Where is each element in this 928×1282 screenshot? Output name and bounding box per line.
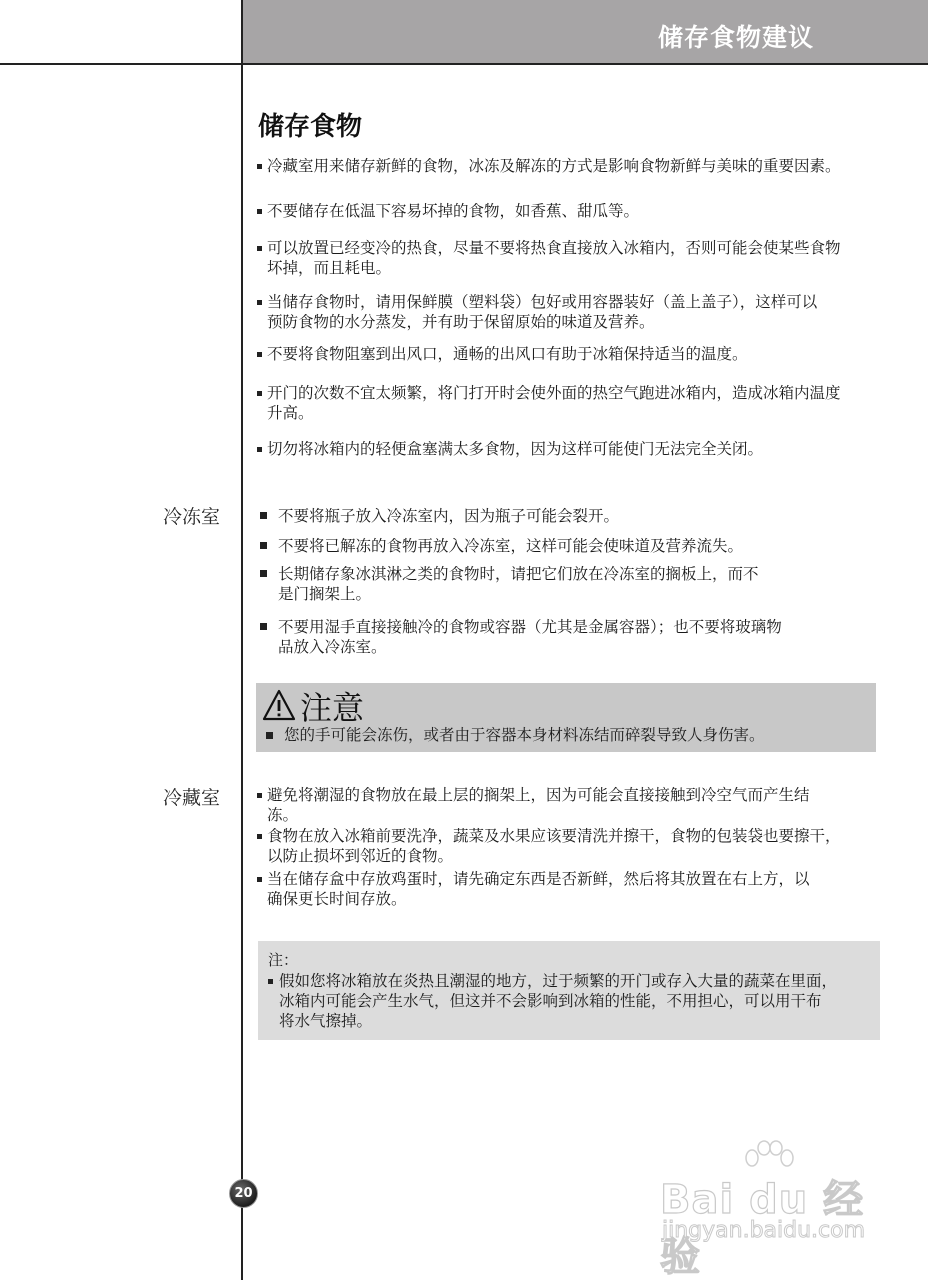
tip-item: 当储存食物时，请用保鲜膜（塑料袋）包好或用容器装好（盖上盖子），这样可以 预防食物的水分蒸发，并有助于保留原始的味道及营养。 — [256, 292, 907, 332]
tip-item: 冷藏室用来储存新鲜的食物，冰冻及解冻的方式是影响食物新鲜与美味的重要因素。 — [256, 156, 907, 176]
header-band — [242, 0, 928, 63]
section-title: 储存食物 — [258, 112, 363, 142]
warning-triangle-icon — [262, 689, 296, 721]
page-number: 20 — [229, 1179, 258, 1208]
tip-item: 不要将食物阻塞到出风口，通畅的出风口有助于冰箱保持适当的温度。 — [256, 344, 907, 364]
fridge-tip-item: 食物在放入冰箱前要洗净，蔬菜及水果应该要清洗并擦干，食物的包装袋也要擦干， 以防止损坏到邻近的食物。 — [256, 826, 907, 866]
baidu-watermark — [660, 1140, 880, 1280]
watermark-brand: Bai du 经验 — [660, 1177, 865, 1280]
freezer-tip-item: 不要将已解冻的食物再放入冷冻室，这样可能会使味道及营养流失。 — [258, 536, 898, 556]
margin-divider — [241, 0, 243, 1280]
tip-item: 不要储存在低温下容易坏掉的食物，如香蕉、甜瓜等。 — [256, 201, 907, 221]
tip-item: 可以放置已经变冷的热食，尽量不要将热食直接放入冰箱内，否则可能会使某些食物 坏掉，而且耗电。 — [256, 238, 907, 278]
fridge-tip-item: 避免将潮湿的食物放在最上层的搁架上，因为可能会直接接触到冷空气而产生结 冻。 — [256, 785, 907, 825]
header-divider — [0, 63, 928, 65]
freezer-tip-item: 不要用湿手直接接触冷的食物或容器（尤其是金属容器）；也不要将玻璃物 品放入冷冻室。 — [258, 617, 898, 657]
fridge-tip-item: 当在储存盒中存放鸡蛋时，请先确定东西是否新鲜，然后将其放置在右上方，以 确保更长时间存放。 — [256, 869, 907, 909]
freezer-label: 冷冻室 — [163, 506, 221, 528]
tip-item: 切勿将冰箱内的轻便盒塞满太多食物，因为这样可能使门无法完全关闭。 — [256, 439, 907, 459]
note-label: 注： — [268, 951, 299, 969]
freezer-tip-item: 长期储存象冰淇淋之类的食物时，请把它们放在冷冻室的搁板上，而不 是门搁架上。 — [258, 564, 898, 604]
freezer-tip-item: 不要将瓶子放入冷冻室内，因为瓶子可能会裂开。 — [258, 506, 898, 526]
fridge-label: 冷藏室 — [163, 787, 221, 809]
note-box — [258, 941, 880, 1040]
caution-title: 注意 — [300, 689, 365, 727]
caution-text: 您的手可能会冻伤，或者由于容器本身材料冻结而碎裂导致人身伤害。 — [266, 725, 765, 745]
tip-item: 开门的次数不宜太频繁，将门打开时会使外面的热空气跑进冰箱内，造成冰箱内温度 升高。 — [256, 383, 907, 423]
page-header-title: 储存食物建议 — [657, 23, 814, 52]
watermark-url: jingyan.baidu.com — [662, 1218, 866, 1243]
note-text: 假如您将冰箱放在炎热且潮湿的地方，过于频繁的开门或存入大量的蔬菜在里面， 冰箱内可能会产生水气，但这并不会影响到冰箱的性能，不用担心，可以用干布 将水气擦掉。 — [268, 971, 879, 1031]
caution-box — [256, 683, 876, 752]
